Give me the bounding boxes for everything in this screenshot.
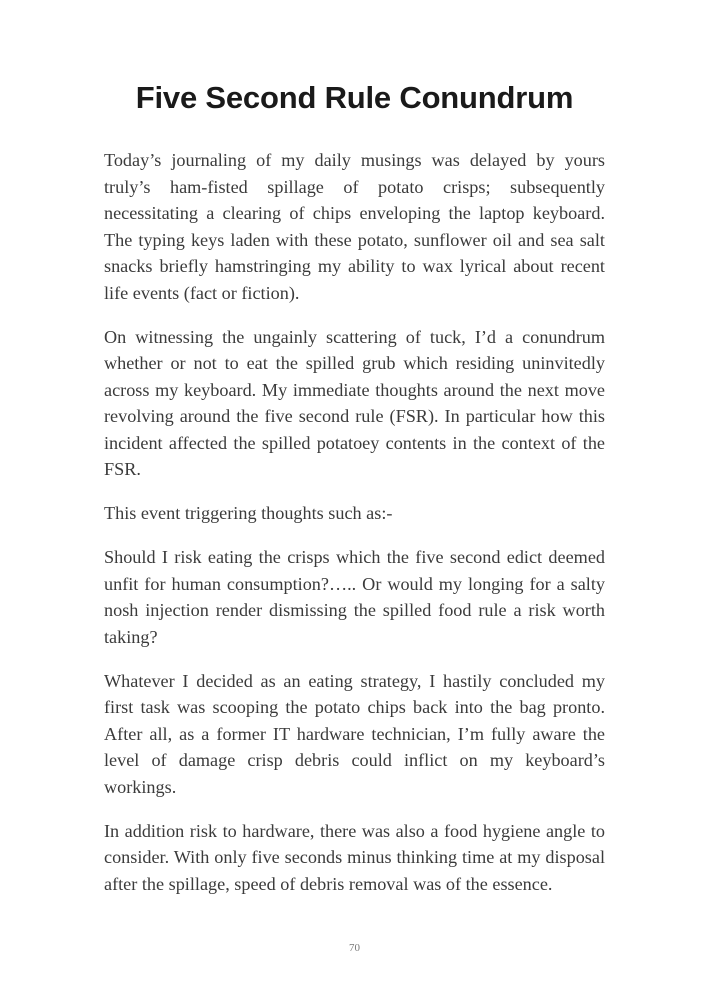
paragraph: Whatever I decided as an eating strategy, I hastily concluded my first task was scooping the potato chips back into the bag pronto. After all, as a former IT hardware technician, I’m fully aware the level of damage crisp debris could inflict on my keyboard’s workings. xyxy=(104,670,605,797)
body-text xyxy=(104,147,605,915)
paragraph: This event triggering thoughts such as:- xyxy=(104,503,393,523)
page-number: 70 xyxy=(349,942,360,954)
page-title: Five Second Rule Conundrum xyxy=(135,80,574,115)
paragraph: Should I risk eating the crisps which the five second edict deemed unfit for human consumption?….. Or would my longing for a salty nosh injection render dismissing the spilled food rule a risk worth taking? xyxy=(104,547,605,647)
paragraph: Today’s journaling of my daily musings was delayed by yours truly’s ham-fisted spillage of potato crisps; subsequently necessitating a clearing of chips enveloping the laptop keyboard. The typing keys laden with these potato, sunflower oil and sea salt snacks briefly hamstringing my ability to wax lyrical about recent life events (fact or fiction). xyxy=(104,150,605,303)
paragraph: On witnessing the ungainly scattering of tuck, I’d a conundrum whether or not to eat the spilled grub which residing uninvitedly across my keyboard. My immediate thoughts around the next move revolving around the five second rule (FSR). In particular how this incident affected the spilled potatoey contents in the context of the FSR. xyxy=(104,326,605,479)
paragraph: In addition risk to hardware, there was also a food hygiene angle to consider. With only five seconds minus thinking time at my disposal after the spillage, speed of debris removal was of the essence. xyxy=(104,820,605,894)
